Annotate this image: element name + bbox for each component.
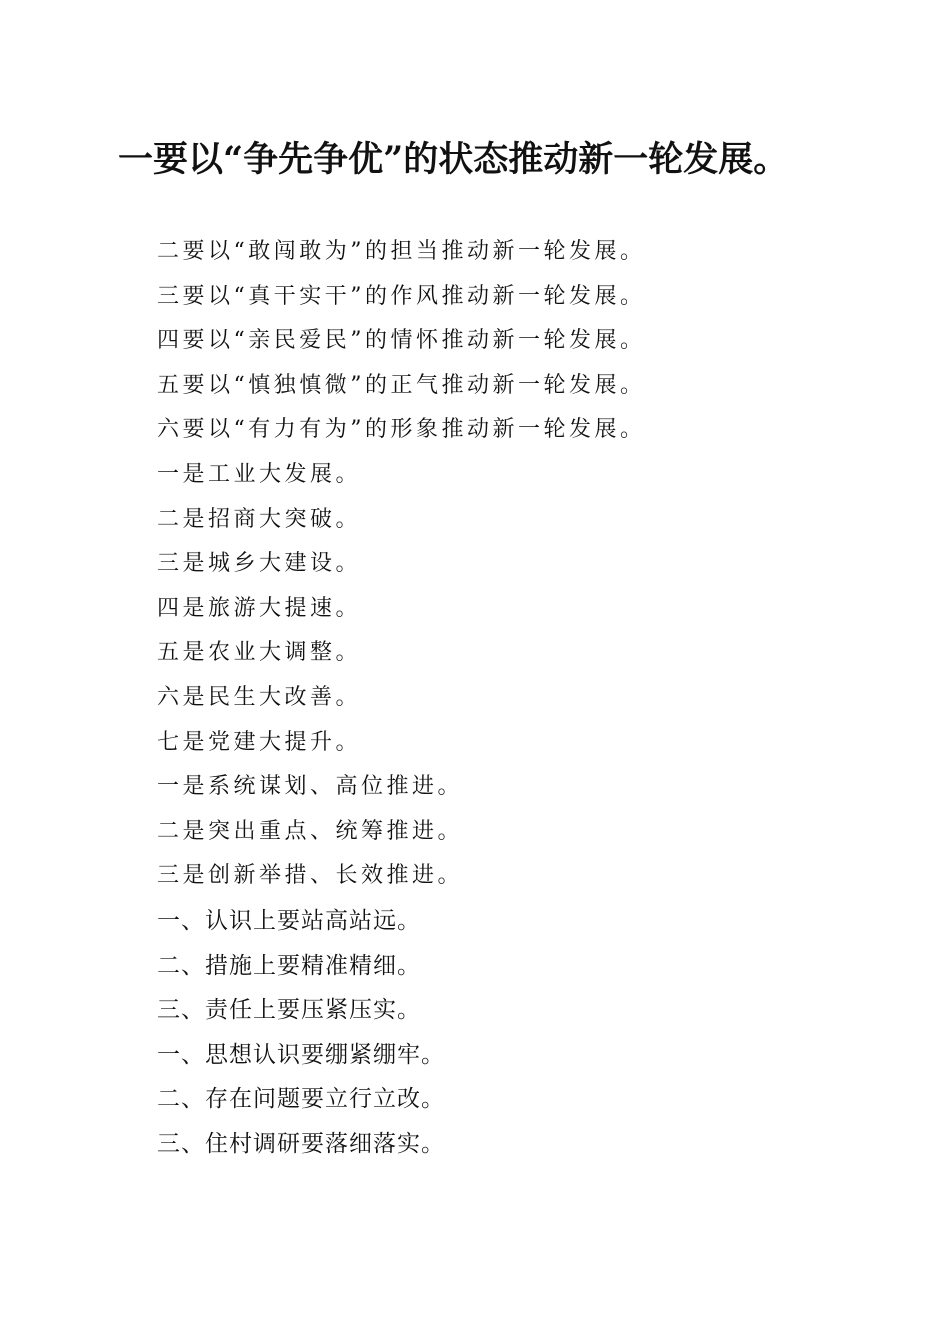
outline-line: 五要以“慎独慎微”的正气推动新一轮发展。 [157,372,646,398]
outline-line: 三、责任上要压紧压实。 [157,997,421,1024]
outline-line: 一是工业大发展。 [157,461,362,487]
outline-line: 二要以“敢闯敢为”的担当推动新一轮发展。 [157,239,646,264]
outline-line: 一、认识上要站高站远。 [157,907,421,934]
outline-line: 二、措施上要精准精细。 [157,952,421,979]
outline-line: 二、存在问题要立行立改。 [157,1086,445,1113]
outline-line: 三是城乡大建设。 [157,551,362,577]
document-title: 一要以“争先争优”的状态推动新一轮发展。 [118,139,789,180]
outline-line: 四要以“亲民爱民”的情怀推动新一轮发展。 [157,328,646,354]
outline-line: 二是招商大突破。 [157,506,362,532]
outline-list [157,230,857,1166]
outline-line: 七是党建大提升。 [157,729,362,755]
outline-line: 三要以“真干实干”的作风推动新一轮发展。 [157,283,646,309]
outline-line: 三是创新举措、长效推进。 [157,863,464,889]
outline-line: 一是系统谋划、高位推进。 [157,774,464,800]
outline-line: 五是农业大调整。 [157,640,362,666]
outline-line: 六要以“有力有为”的形象推动新一轮发展。 [157,417,646,443]
outline-line: 一、思想认识要绷紧绷牢。 [157,1041,445,1068]
outline-line: 六是民生大改善。 [157,684,362,710]
outline-line: 二是突出重点、统筹推进。 [157,818,464,844]
outline-line: 三、住村调研要落细落实。 [157,1130,445,1157]
outline-line: 四是旅游大提速。 [157,595,362,621]
